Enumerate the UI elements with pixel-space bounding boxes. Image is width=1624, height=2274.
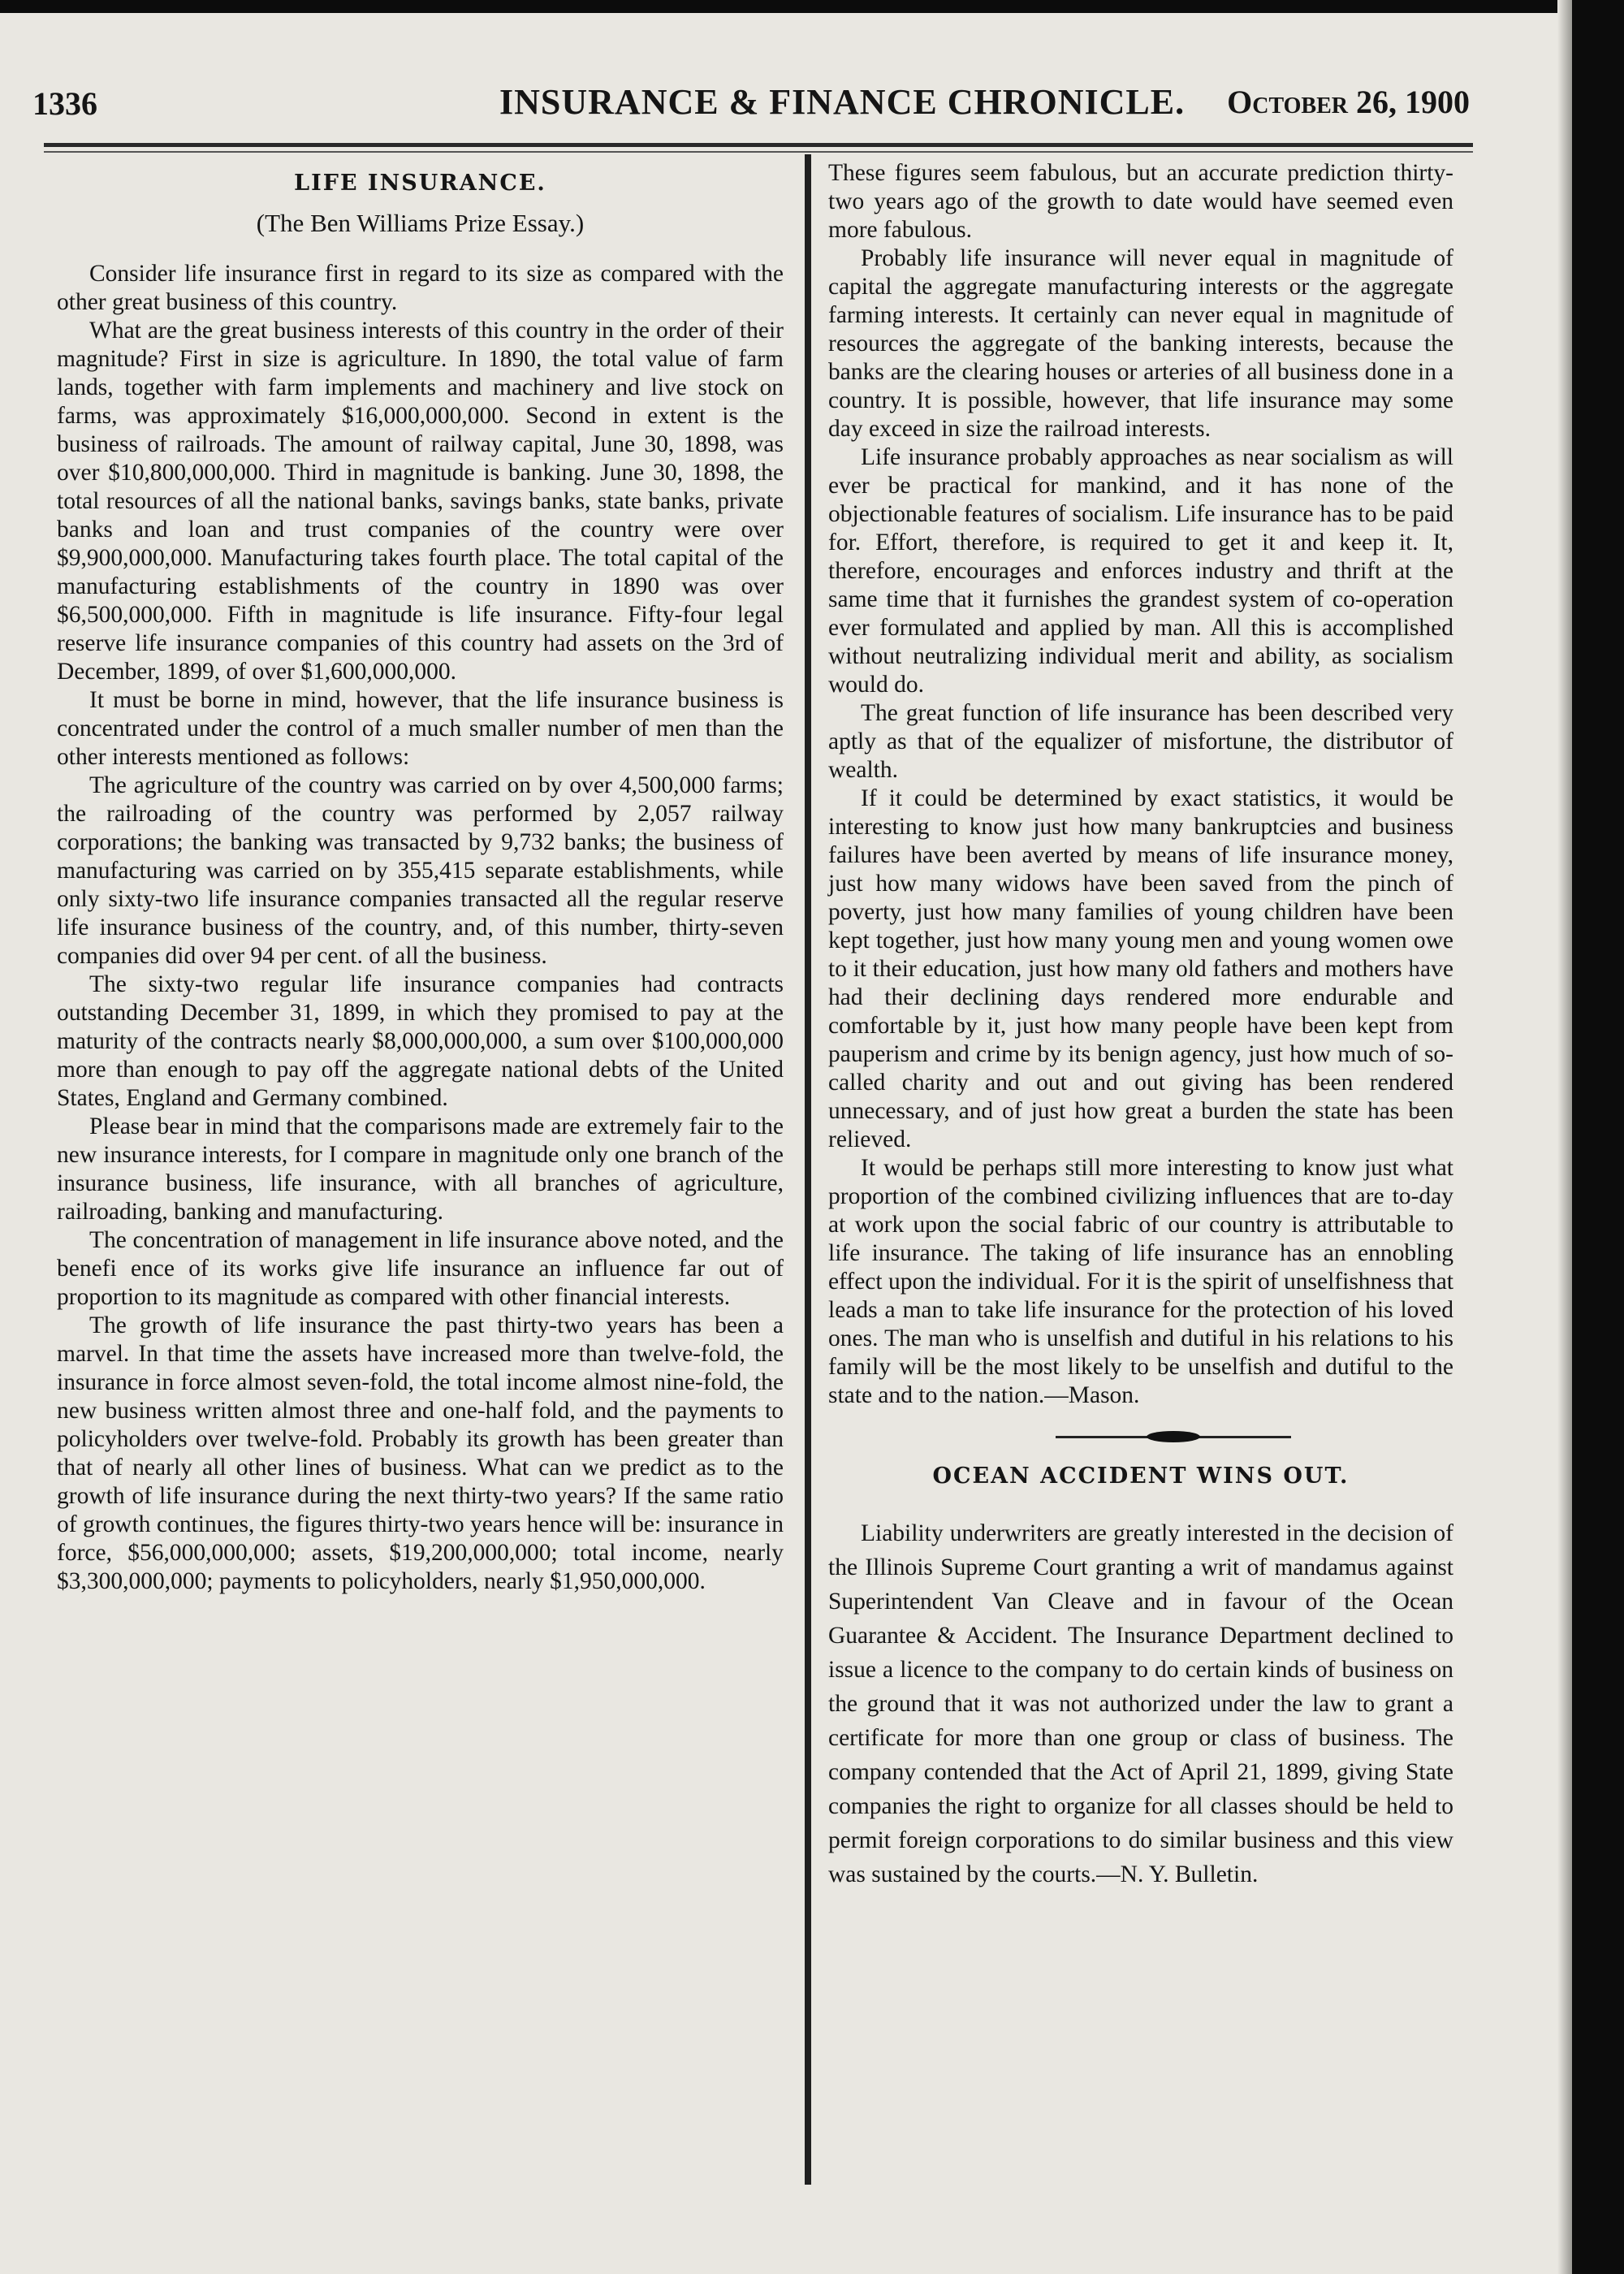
paragraph: Consider life insurance first in regard to its size as compared with the other great business of this country. xyxy=(57,261,784,315)
article-title: LIFE INSURANCE. xyxy=(294,171,546,196)
ornament-dot xyxy=(1147,1431,1200,1442)
right-column xyxy=(828,159,1453,1891)
paragraph: The growth of life insurance the past thirty-two years has been a marvel. In that time the assets have increased more than twelve-fold, the insurance in force almost seven-fold, the total income almost nine-fold, the new business written almost three and one-half fold, and the payments to policyholders over twelve-fold. Probably its growth has been greater than that of nearly all other lines of business. What can we predict as to the growth of life insurance during the next thirty-two years? If the same ratio of growth continues, the figures thirty-two years hence will be: insurance in force, $56,000,000,000; assets, $19,200,000,000; total income, nearly $3,300,000,000; payments to policyholders, nearly $1,950,000,000. xyxy=(57,1312,784,1594)
paragraph: Probably life insurance will never equal in magnitude of capital the aggregate manufacturing interests or the aggregate farming interests. It certainly can never equal in magnitude of resources the aggregate of the banking interests, because the banks are the clearing houses or arteries of all business done in a country. It is possible, however, that life insurance may some day exceed in size the railroad interests. xyxy=(828,245,1453,442)
section-ornament xyxy=(828,1431,1453,1442)
paragraph: The great function of life insurance has been described very aptly as that of the equalizer of misfortune, the distributor of wealth. xyxy=(828,700,1453,783)
page-edge-shadow xyxy=(1557,0,1572,2274)
paragraph: These figures seem fabulous, but an accurate prediction thirty-two years ago of the growth to date would have seemed even more fabulous. xyxy=(828,160,1453,243)
column-divider xyxy=(805,154,811,2185)
paragraph: It would be perhaps still more interesting to know just what proportion of the combined civilizing influences that are to-day at work upon the social fabric of our country is attributable to life insurance. The taking of life insurance has an ennobling effect upon the individual. For it is the spirit of unselfishness that leads a man to take life insurance for the protection of his loved ones. The man who is unselfish and dutiful in his relations to his family will be the most likely to be unselfish and dutiful to the state and to the nation.—Mason. xyxy=(828,1155,1453,1408)
page-number: 1336 xyxy=(32,85,97,122)
issue-date: October 26, 1900 xyxy=(1227,84,1470,120)
scan-border-right xyxy=(1572,0,1624,2274)
header-rule-thin xyxy=(44,151,1473,153)
scan-border-top xyxy=(0,0,1624,13)
article-subtitle: (The Ben Williams Prize Essay.) xyxy=(256,209,585,237)
paragraph: If it could be determined by exact statistics, it would be interesting to know just how many bankruptcies and business failures have been averted by means of life insurance money, just how many widows have been saved from the pinch of poverty, just how many families of young children have been kept together, just how many young men and young women owe to it their education, just how many old fathers and mothers have had their declining days rendered more endurable and comfortable by it, just how many people have been kept from pauperism and crime by its benign agency, just how much of so-called charity and out and out giving has been rendered unnecessary, and of just how great a burden the state has been relieved. xyxy=(828,785,1453,1152)
paragraph: The sixty-two regular life insurance companies had contracts outstanding December 31, 1899, in which they promised to pay at the maturity of the contracts nearly $8,000,000,000, a sum over $100,000,000 more than enough to pay off the aggregate national debts of the United States, England and Germany combined. xyxy=(57,971,784,1111)
paragraph: Please bear in mind that the comparisons made are extremely fair to the new insurance interests, for I compare in magnitude only one branch of the insurance business, life insurance, with all branches of agriculture, railroading, banking and manufacturing. xyxy=(57,1113,784,1225)
page-header xyxy=(32,78,1470,135)
paragraph: The agriculture of the country was carried on by over 4,500,000 farms; the railroading of the country was performed by 2,057 railway corporations; the banking was transacted by 9,732 banks; the business of manufacturing was carried on by 355,415 separate establishments, while only sixty-two life insurance companies transacted all the regular reserve life insurance business of the country, and, of this number, thirty-seven companies did over 94 per cent. of all the business. xyxy=(57,772,784,969)
journal-title: INSURANCE & FINANCE CHRONICLE. xyxy=(499,82,1186,122)
paragraph: Liability underwriters are greatly interested in the decision of the Illinois Supreme Court granting a writ of mandamus against Superintendent Van Cleave and in favour of the Ocean Guarantee & Accident. The Insurance Department declined to issue a licence to the company to do certain kinds of business on the ground that it was not authorized under the law to grant a certificate for more than one group or class of business. The company contended that the Act of April 21, 1899, giving State companies the right to organize for all classes should be held to permit foreign corporations to do similar business and this view was sustained by the courts.—N. Y. Bulletin. xyxy=(828,1520,1453,1887)
left-column xyxy=(57,159,784,1596)
article-body xyxy=(828,1516,1453,1891)
paragraph: Life insurance probably approaches as near socialism as will ever be practical for mankind, and it has none of the objectionable features of socialism. Life insurance has to be paid for. Effort, therefore, is required to get it and keep it. It, therefore, encourages and enforces industry and thrift at the same time that it furnishes the grandest system of co-operation ever formulated and applied by man. All this is accomplished without neutralizing individual merit and ability, as socialism would do. xyxy=(828,444,1453,698)
paragraph: The concentration of management in life insurance above noted, and the benefi ence of its works give life insurance an influence far out of proportion to its magnitude as compared with other financial interests. xyxy=(57,1227,784,1310)
article-title: OCEAN ACCIDENT WINS OUT. xyxy=(932,1463,1350,1489)
paragraph: It must be borne in mind, however, that the life insurance business is concentrated under the control of a much smaller number of men than the other interests mentioned as follows: xyxy=(57,687,784,770)
paragraph: What are the great business interests of this country in the order of their magnitude? First in size is agriculture. In 1890, the total value of farm lands, together with farm implements and machinery and live stock on farms, was approximately $16,000,000,000. Second in extent is the business of railroads. The amount of railway capital, June 30, 1898, was over $10,800,000,000. Third in magnitude is banking. June 30, 1898, the total resources of all the national banks, savings banks, state banks, private banks and loan and trust companies of the country were over $9,900,000,000. Manufacturing takes fourth place. The total capital of the manufacturing establishments of the country in 1890 was over $6,500,000,000. Fifth in magnitude is life insurance. Fifty-four legal reserve life insurance companies of this country had assets on the 3rd of December, 1899, of over $1,600,000,000. xyxy=(57,318,784,685)
header-rule xyxy=(44,143,1473,147)
